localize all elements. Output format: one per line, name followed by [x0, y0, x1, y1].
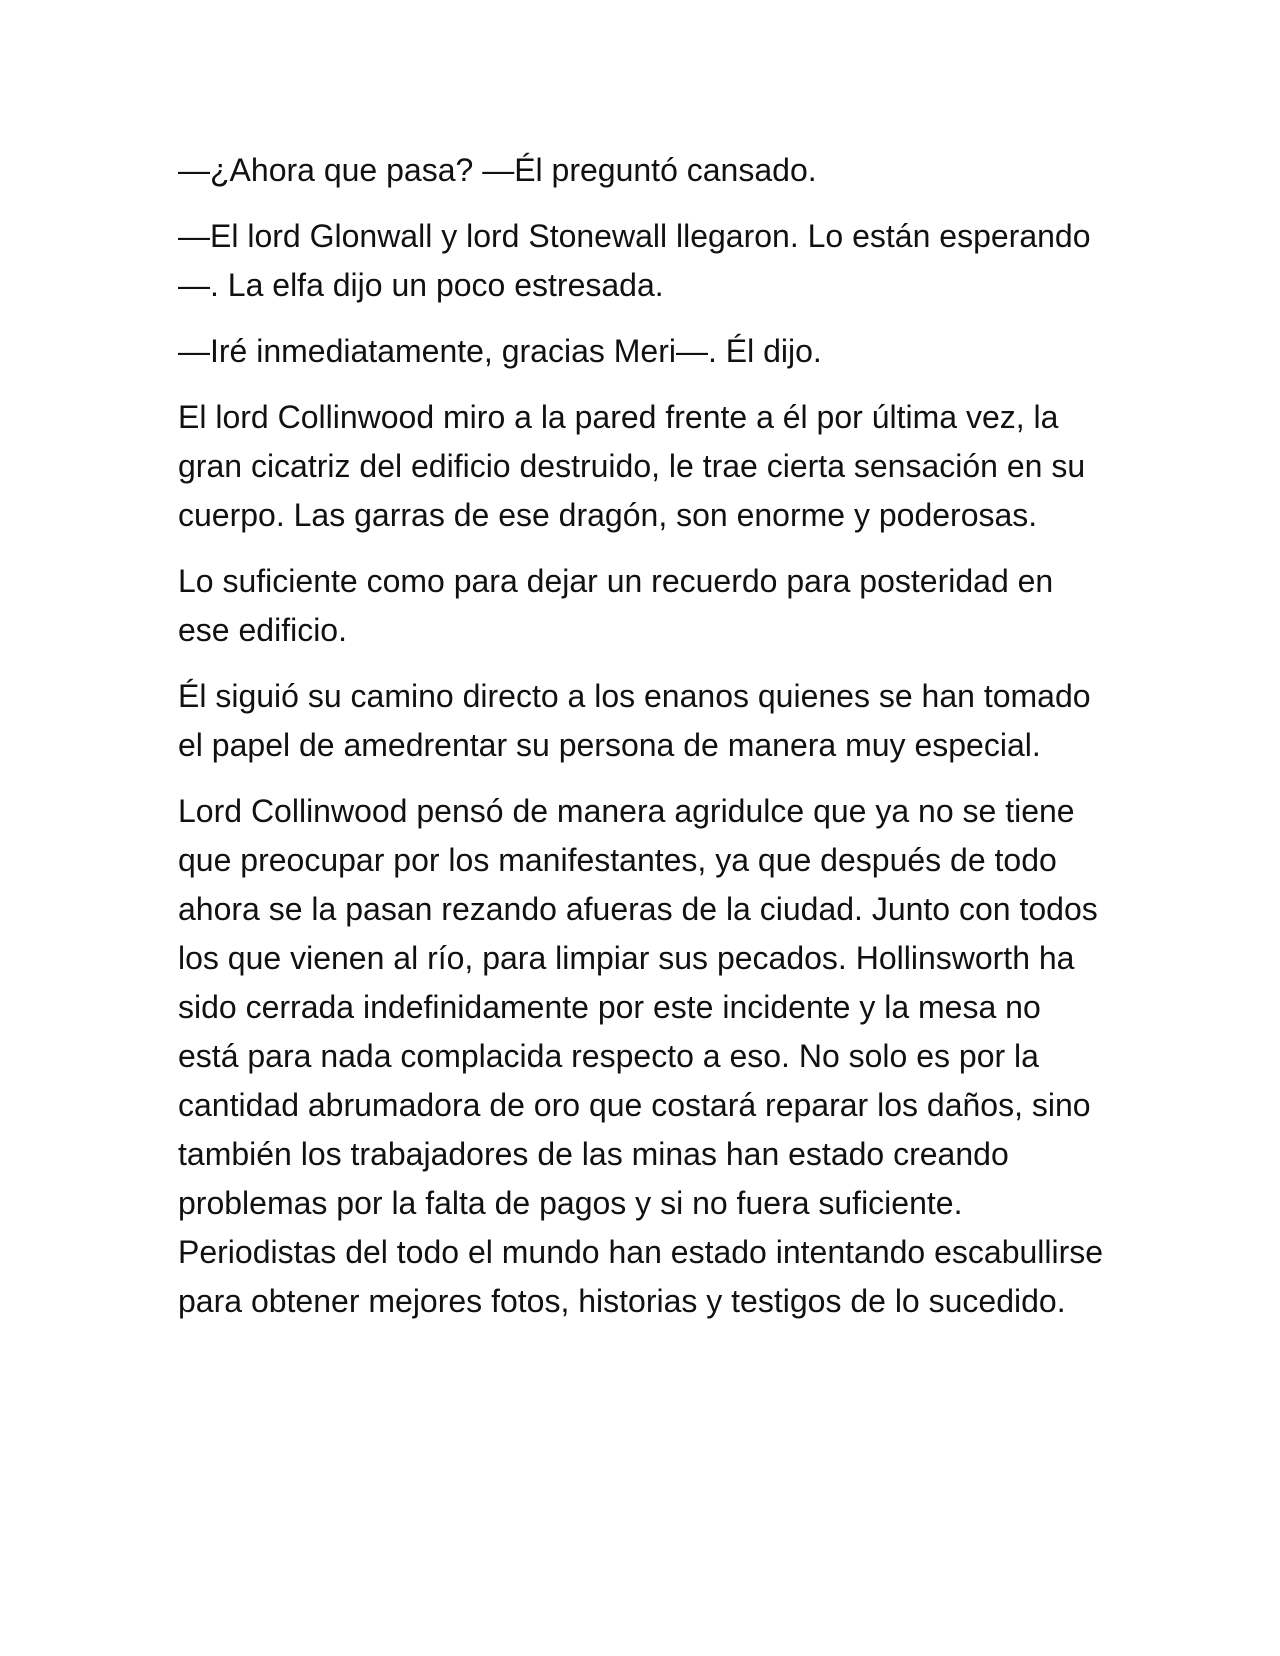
paragraph-collinwood-thoughts: Lord Collinwood pensó de manera agridulce que ya no se tiene que preocupar por los manifestantes, ya que después de todo ahora se la pasan rezando afueras de la ciudad. Junto con todos los que vienen al río, para limpiar sus pecados. Hollinsworth ha sido cerrada indefinidamente por este incidente y la mesa no está para nada complacida respecto a eso. No solo es por la cantidad abrumadora de oro que costará reparar los daños, sino también los trabajadores de las minas han estado creando problemas por la falta de pagos y si no fuera suficiente. Periodistas del todo el mundo han estado intentando escabullirse para obtener mejores fotos, historias y testigos de lo sucedido.	[178, 793, 1104, 1319]
paragraph-wall-scar: El lord Collinwood miro a la pared frente a él por última vez, la gran cicatriz del edificio destruido, le trae cierta sensación en su cuerpo. Las garras de ese dragón, son enorme y poderosas.	[178, 399, 1086, 533]
paragraph-dialogue-question: —¿Ahora que pasa? —Él preguntó cansado.	[178, 152, 817, 188]
paragraph-dialogue-reply: —Iré inmediatamente, gracias Meri—. Él dijo.	[178, 333, 822, 369]
paragraph-dialogue-lords-arrived: —El lord Glonwall y lord Stonewall llegaron. Lo están esperando—. La elfa dijo un poco estresada.	[178, 218, 1091, 303]
paragraph-memory: Lo suficiente como para dejar un recuerdo para posteridad en ese edificio.	[178, 563, 1054, 648]
paragraph-dwarves: Él siguió su camino directo a los enanos quienes se han tomado el papel de amedrentar su persona de manera muy especial.	[178, 678, 1091, 763]
document-body	[178, 146, 1108, 1343]
